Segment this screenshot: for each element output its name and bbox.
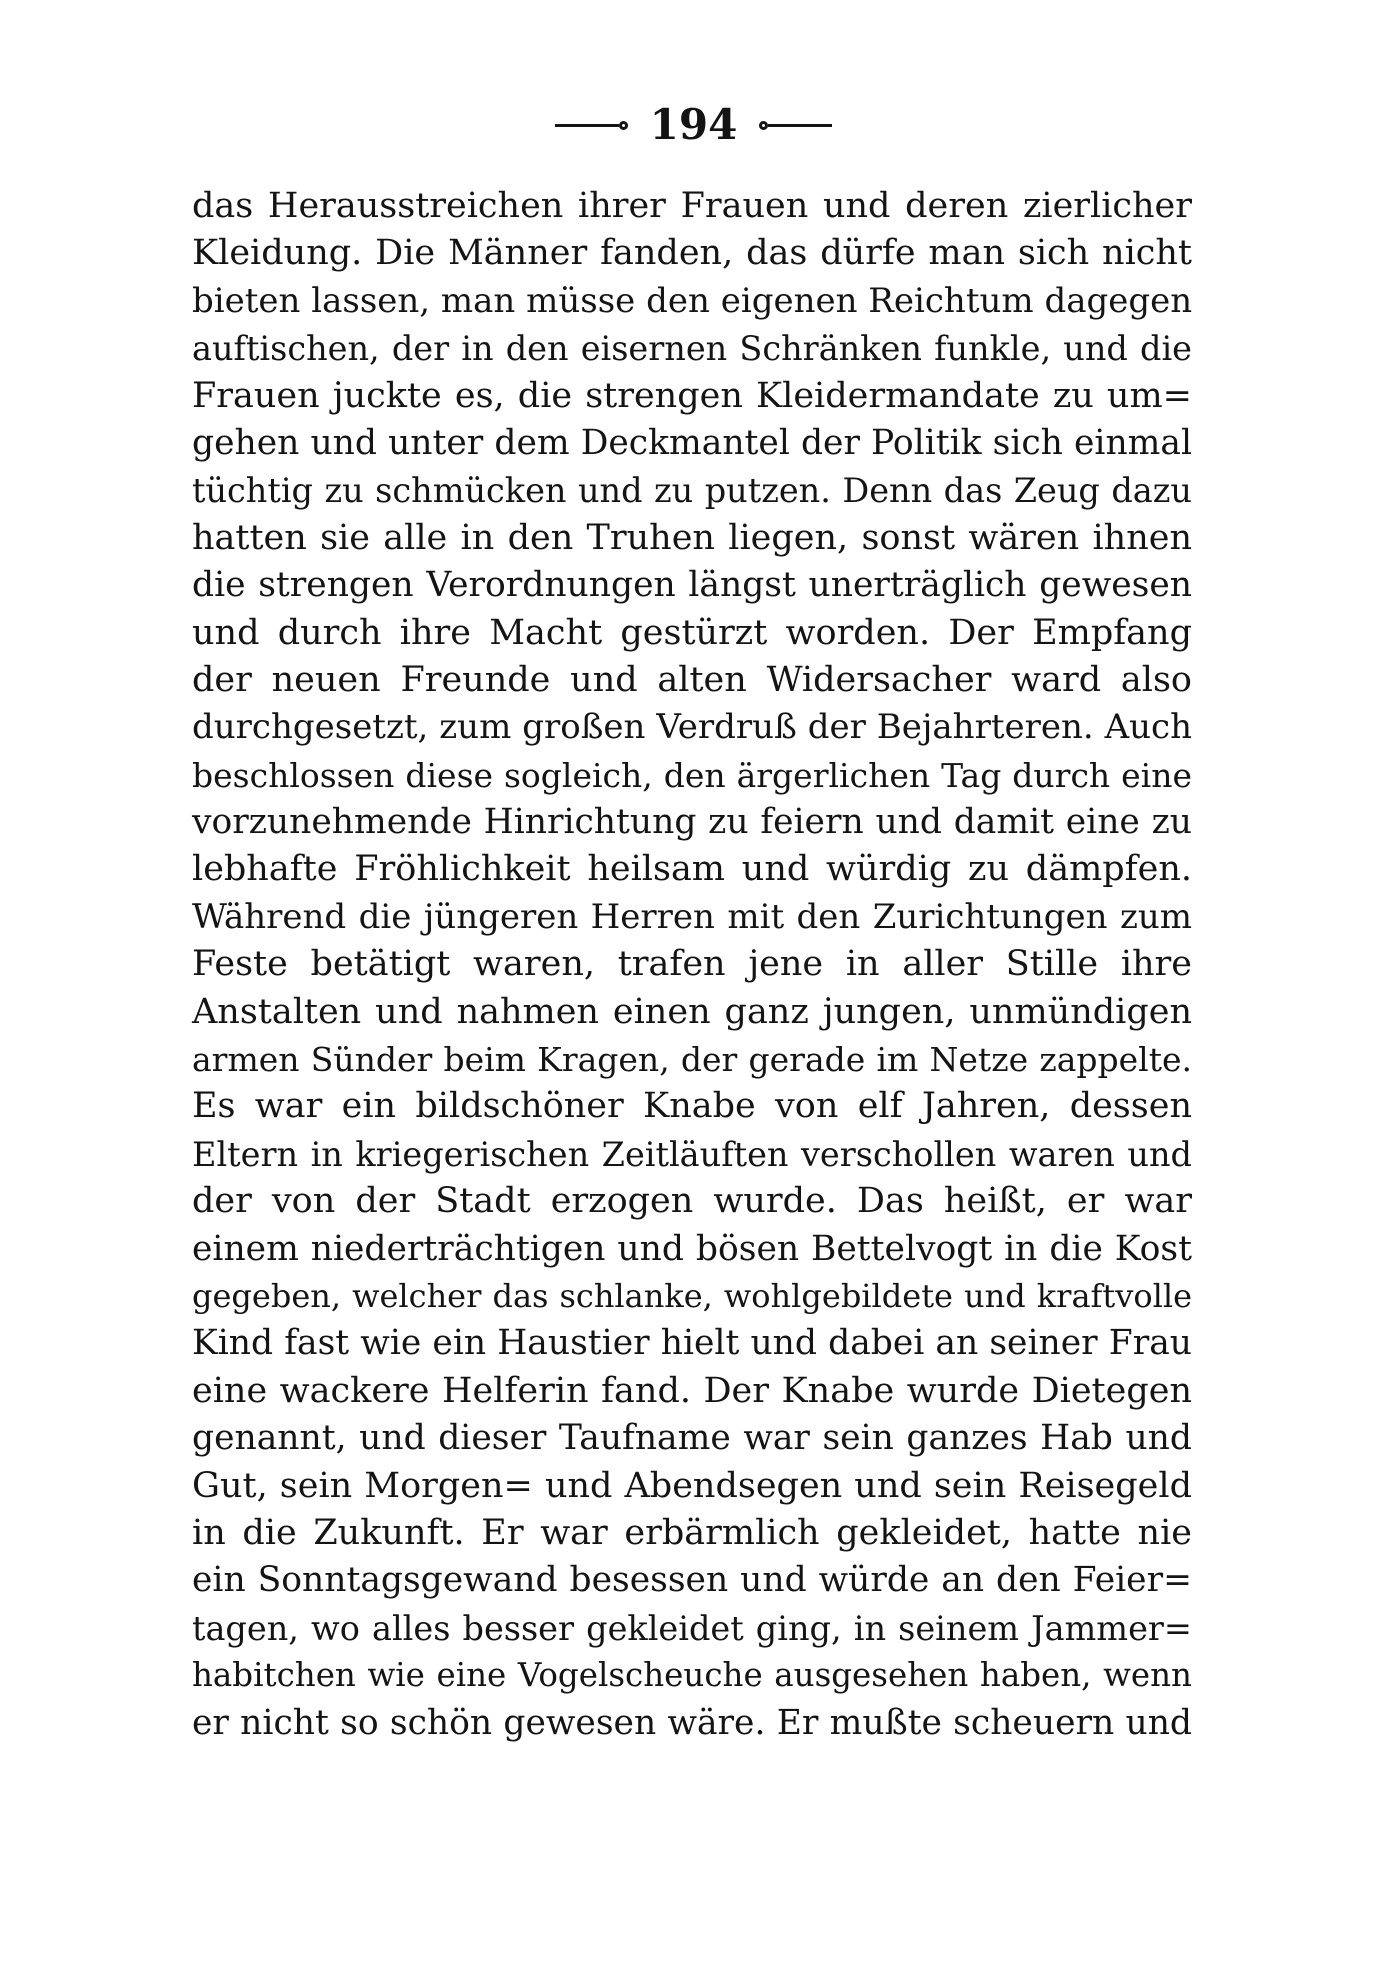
text-line: armen Sünder beim Kragen, der gerade im Netze zappelte. xyxy=(192,1040,1192,1080)
text-line: auftischen, der in den eisernen Schränken funkle, und die xyxy=(192,329,1192,369)
text-line: Frauen juckte es, die strengen Kleidermandate zu um= xyxy=(192,375,1192,416)
text-line: Es war ein bildschöner Knabe von elf Jahren, dessen xyxy=(192,1086,1192,1127)
ornament-left xyxy=(555,121,628,130)
page-header xyxy=(0,100,1387,149)
text-line: beschlossen diese sogleich, den ärgerlichen Tag durch eine xyxy=(192,755,1192,795)
text-line: genannt, und dieser Taufname war sein ganzes Hab und xyxy=(192,1418,1192,1459)
text-line: ein Sonntagsgewand besessen und würde an den Feier= xyxy=(192,1560,1192,1601)
text-line: er nicht so schön gewesen wäre. Er mußte scheuern und xyxy=(192,1702,1192,1743)
text-line: gehen und unter dem Deckmantel der Politik sich einmal xyxy=(192,422,1192,463)
ornament-right xyxy=(759,121,832,130)
text-line: in die Zukunft. Er war erbärmlich gekleidet, hatte nie xyxy=(192,1512,1192,1553)
text-line: habitchen wie eine Vogelscheuche ausgesehen haben, wenn xyxy=(192,1656,1192,1695)
text-line: vorzunehmende Hinrichtung zu feiern und damit eine zu xyxy=(192,802,1192,843)
text-line: Während die jüngeren Herren mit den Zurichtungen zum xyxy=(192,896,1192,937)
text-line: Gut, sein Morgen= und Abendsegen und sein Reisegeld xyxy=(192,1465,1192,1506)
text-line: der neuen Freunde und alten Widersacher ward also xyxy=(192,659,1192,700)
text-line: die strengen Verordnungen längst unerträglich gewesen xyxy=(192,565,1192,606)
page-number: 194 xyxy=(649,100,738,149)
text-line: Kind fast wie ein Haustier hielt und dabei an seiner Frau xyxy=(192,1323,1192,1364)
text-line: Anstalten und nahmen einen ganz jungen, unmündigen xyxy=(192,991,1192,1032)
text-line: lebhafte Fröhlichkeit heilsam und würdig zu dämpfen. xyxy=(192,849,1192,890)
text-line: hatten sie alle in den Truhen liegen, sonst wären ihnen xyxy=(192,517,1192,558)
text-line: gegeben, welcher das schlanke, wohlgebildete und kraftvolle xyxy=(192,1276,1192,1315)
text-line: das Herausstreichen ihrer Frauen und deren zierlicher xyxy=(192,186,1192,226)
body-text xyxy=(192,183,1192,1747)
text-line: durchgesetzt, zum großen Verdruß der Bejahrteren. Auch xyxy=(192,707,1192,748)
text-line: Kleidung. Die Männer fanden, das dürfe man sich nicht xyxy=(192,233,1192,274)
text-line: Feste betätigt waren, trafen jene in aller Stille ihre xyxy=(192,944,1192,985)
text-line: eine wackere Helferin fand. Der Knabe wurde Dietegen xyxy=(192,1370,1192,1411)
text-line: bieten lassen, man müsse den eigenen Reichtum dagegen xyxy=(192,280,1193,321)
text-line: tüchtig zu schmücken und zu putzen. Denn das Zeug dazu xyxy=(192,471,1192,511)
text-line: einem niederträchtigen und bösen Bettelvogt in die Kost xyxy=(192,1228,1192,1269)
text-line: der von der Stadt erzogen wurde. Das heißt, er war xyxy=(192,1181,1192,1222)
text-line: tagen, wo alles besser gekleidet ging, in seinem Jammer= xyxy=(192,1608,1192,1648)
text-line: und durch ihre Macht gestürzt worden. Der Empfang xyxy=(192,612,1192,653)
text-line: Eltern in kriegerischen Zeitläuften verschollen waren und xyxy=(192,1134,1192,1174)
